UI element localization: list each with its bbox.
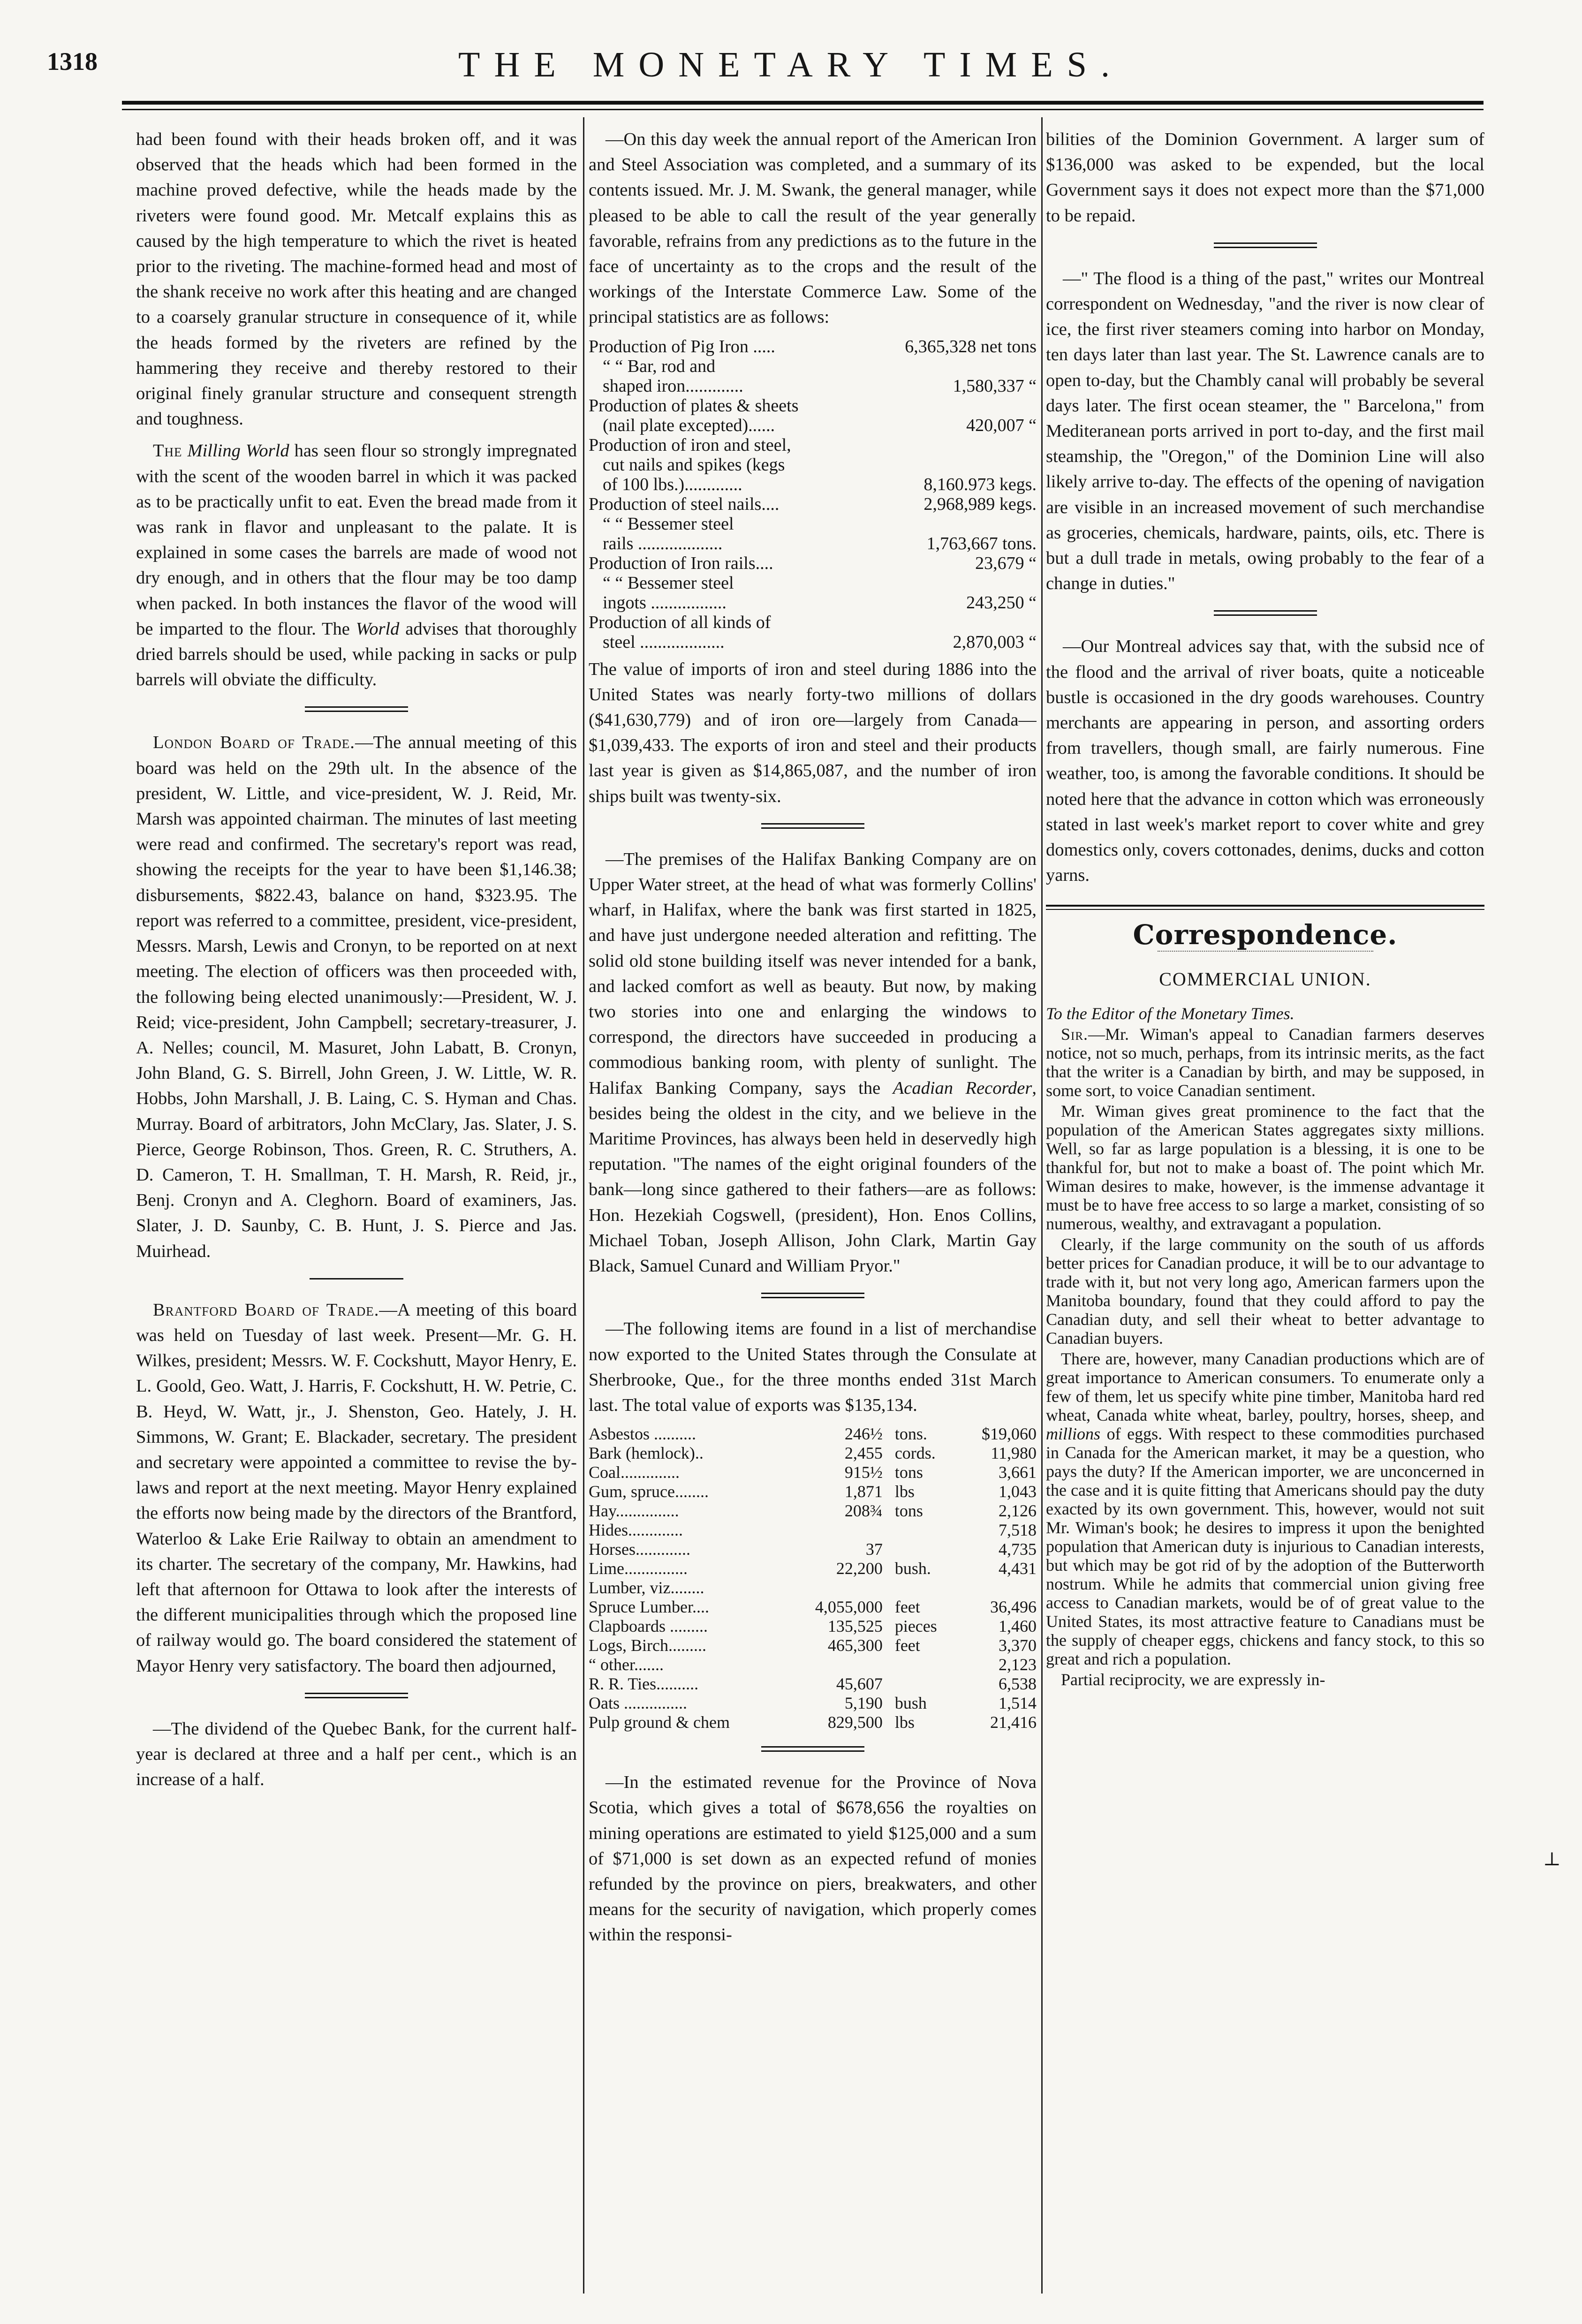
section-separator	[761, 823, 864, 829]
statistic-value	[1033, 435, 1037, 455]
emphasis: millions	[1046, 1424, 1101, 1443]
statistic-row	[589, 613, 1037, 632]
statistic-value: 1,763,667 tons.	[926, 533, 1037, 553]
quantity-cell	[787, 1521, 883, 1540]
statistic-row	[589, 435, 1037, 455]
commodity-cell: Bark (hemlock)..	[589, 1444, 704, 1463]
table-row	[589, 1521, 1037, 1540]
table-row	[589, 1597, 1037, 1617]
commodity-cell: Logs, Birch.........	[589, 1636, 706, 1655]
page-number: 1318	[47, 47, 98, 76]
quantity-cell: 135,525	[827, 1617, 883, 1636]
section-separator	[305, 1693, 408, 1698]
article-paragraph: —" The flood is a thing of the past," writes our Montreal correspondent on Wednesday, "and the river is now clear of ice, the first river steamers coming into harbor on Monday, ten days later than last year. The St. Lawrence canals are to open to-day, but the Chambly canal will probably be several days later. The first ocean steamer, the " Barcelona," from Mediteranean ports arrived in port to-day, and the first mail steamship, the "Oregon," of the Dominion Line will also likely arrive to-day. The effects of the opening of navigation are visible in an increased movement of such merchandise as groceries, chemicals, hardware, paints, oils, etc. There is but a dull trade in metals, owing probably to the fear of a change in duties."	[1046, 268, 1484, 594]
quantity-cell: 1,871	[844, 1482, 883, 1501]
letter-body	[1046, 1004, 1484, 1689]
article-paragraph: —On this day week the annual report of the American Iron and Steel Association was completed, and a summary of its contents issued. Mr. J. M. Swank, the general manager, while pleased to be able to call the result of the year generally favorable, refrains from any predictions as to the future in the face of uncertainty as to the crops and the result of the workings of the Interstate Commerce Law. Some of the principal statistics are as follows:	[589, 129, 1037, 327]
lead-word: The	[153, 441, 182, 461]
statistic-value: 420,007 “	[966, 415, 1037, 435]
unit-cell: tons	[894, 1463, 923, 1482]
letter-paragraph: Mr. Wiman gives great prominence to the fact that the population of the American States aggregates sixty millions. Well, so far as large population is a blessing, it is one to be thankful for, but not to make a boast of. The point which Mr. Wiman desires to make, however, is the immense advantage it must be to have free access to so large a market, consisting of so numerous, wealthy, and extravagant a population.	[1046, 1101, 1484, 1233]
unit-cell	[883, 1521, 959, 1540]
unit-cell	[883, 1540, 959, 1559]
column-left	[136, 127, 577, 2294]
unit-cell: cords.	[894, 1444, 936, 1463]
paragraph-text: has seen flour so strongly impregnated with the scent of the wooden barrel in which it was packed as to be practically unfit to eat. Even the bread made from it was rank in flavor and unpleasant to the palate. It is explained in some cases the barrels are made of wood not dry enough, and in others that the flour may be too damp when packed. In both instances the flavor of the wood will be imparted to the flour. The	[136, 441, 577, 639]
statistic-value	[1033, 613, 1037, 632]
statistic-value	[1033, 514, 1037, 534]
table-row	[589, 1617, 1037, 1636]
article-heading: London Board of Trade.	[153, 733, 355, 753]
article-paragraph	[136, 1297, 577, 1679]
unit-cell: bush.	[894, 1559, 931, 1578]
statistic-label: ingots .................	[603, 592, 727, 613]
statistic-label: Production of Pig Iron .....	[589, 336, 775, 356]
statistic-label: rails ...................	[603, 533, 723, 553]
commodity-cell: Hides.............	[589, 1521, 683, 1540]
section-separator	[1214, 610, 1317, 616]
section-separator	[310, 1278, 403, 1279]
unit-cell: bush	[894, 1694, 927, 1713]
article-paragraph: —The dividend of the Quebec Bank, for the current half-year is declared at three and a half per cent., which is an increase of a half.	[136, 1718, 577, 1790]
statistic-label: Production of steel nails....	[589, 494, 780, 514]
value-cell	[959, 1578, 1037, 1597]
paragraph-text: —A meeting of this board was held on Tuesday of last week. Present—Mr. G. H. Wilkes, president; Messrs. W. F. Cockshutt, Mayor Henry, E. L. Goold, Geo. Watt, J. Harris, F. Cockshutt, H. W. Petrie, C. B. Heyd, W. Watt, jr., J. Shenston, Geo. Hately, J. H. Simmons, W. Grant; E. Blackader, secretary. The president and secretary were appointed a committee to revise the by-laws and report at the next meeting. Mayor Henry explained the efforts now being made by the directors of the Brantford, Waterloo & Lake Erie Railway to obtain an amendment to its charter. The secretary of the company, Mr. Hawkins, had left that afternoon for Ottawa to look after the interests of the different municipalities through which the proposed line of railway would go. The board considered the statement of Mayor Henry very satisfactory. The board then adjourned,	[136, 1300, 577, 1676]
statistic-value: 1,580,337 “	[953, 376, 1037, 396]
statistic-value: 243,250 “	[966, 592, 1037, 613]
table-row	[589, 1424, 1037, 1444]
value-cell: 3,370	[999, 1636, 1037, 1655]
table-row	[589, 1540, 1037, 1559]
value-cell: $19,060	[982, 1424, 1037, 1444]
statistic-row	[589, 416, 1037, 435]
value-cell: 1,043	[999, 1482, 1037, 1501]
statistic-label: “ “ Bar, rod and	[603, 356, 716, 376]
unit-cell	[883, 1674, 959, 1694]
header-rule-thin	[122, 109, 1484, 110]
section-separator	[1214, 242, 1317, 248]
statistic-value: 6,365,328 net tons	[905, 336, 1037, 356]
publication-name: World	[356, 619, 400, 639]
salutation: To the Editor of the Monetary Times.	[1046, 1004, 1294, 1023]
statistic-value: 2,870,003 “	[953, 632, 1037, 652]
unit-cell: tons.	[894, 1424, 927, 1444]
letter-paragraph: Clearly, if the large community on the south of us affords better prices for Canadian produce, it will be to our advantage to trade with it, but not very long ago, American farmers upon the Manitoba boundary, found that they could afford to pay the Canadian duty, and sell their wheat to better advantage to Canadian buyers.	[1046, 1234, 1484, 1347]
statistic-value	[1033, 356, 1037, 376]
statistic-row	[589, 632, 1037, 652]
quantity-cell	[787, 1578, 883, 1597]
value-cell: 36,496	[990, 1597, 1037, 1617]
article-paragraph: The value of imports of iron and steel during 1886 into the United States was nearly forty-two millions of dollars ($41,630,779) and of iron ore—largely from Canada—$1,039,433. The exports of iron and steel and their products last year is given as $14,865,087, and the number of iron ships built was twenty-six.	[589, 659, 1037, 806]
letter-paragraph	[1046, 1349, 1484, 1668]
statistic-row	[589, 534, 1037, 553]
value-cell: 4,735	[999, 1540, 1037, 1559]
statistics-list	[589, 337, 1037, 652]
statistic-label: Production of all kinds of	[589, 612, 771, 632]
quantity-cell: 2,455	[844, 1444, 883, 1463]
value-cell: 3,661	[999, 1463, 1037, 1482]
lead-word: Sir.	[1061, 1024, 1089, 1044]
statistic-label: “ “ Bessemer steel	[603, 514, 734, 534]
paragraph-text: There are, however, many Canadian productions which are of great importance to American consumers. To enumerate only a few of them, let us specify white pine timber, Manitoba hard red wheat, Canada white wheat, barley, poultry, horses, sheep, and	[1046, 1349, 1484, 1424]
statistic-row	[589, 593, 1037, 613]
quantity-cell: 4,055,000	[815, 1597, 883, 1617]
article-heading: Brantford Board of Trade.	[153, 1300, 379, 1320]
statistic-label: steel ...................	[603, 632, 725, 652]
correspondence-heading: Correspondence.	[1133, 919, 1398, 951]
statistic-label: Production of Iron rails....	[589, 553, 773, 573]
commodity-cell: Asbestos ..........	[589, 1424, 696, 1444]
unit-cell: feet	[894, 1636, 920, 1655]
statistic-label: (nail plate excepted)......	[603, 415, 775, 435]
statistic-row	[589, 494, 1037, 514]
statistic-value: 23,679 “	[975, 553, 1037, 573]
statistic-row	[589, 455, 1037, 475]
table-row	[589, 1713, 1037, 1732]
unit-cell	[883, 1655, 959, 1674]
statistic-row	[589, 553, 1037, 573]
statistic-label: of 100 lbs.).............	[603, 474, 742, 494]
commodity-cell: Oats ...............	[589, 1694, 687, 1713]
article-paragraph: bilities of the Dominion Government. A larger sum of $136,000 was asked to be expended, but the local Government says it does not expect more than the $71,000 to be repaid.	[1046, 129, 1484, 226]
commodity-cell: Hay...............	[589, 1501, 679, 1521]
statistic-label: cut nails and spikes (kegs	[603, 454, 785, 475]
commodity-cell: Gum, spruce........	[589, 1482, 709, 1501]
margin-mark: ⊥	[1543, 1848, 1561, 1870]
statistic-label: Production of iron and steel,	[589, 435, 791, 455]
statistic-label: “ “ Bessemer steel	[603, 573, 734, 593]
column-middle	[589, 127, 1037, 2294]
section-separator	[305, 706, 408, 712]
commodity-cell: R. R. Ties..........	[589, 1674, 699, 1694]
commodity-cell: Coal..............	[589, 1463, 680, 1482]
statistic-value	[1033, 455, 1037, 475]
letter-paragraph	[1046, 1025, 1484, 1100]
table-row	[589, 1444, 1037, 1463]
unit-cell: lbs	[894, 1713, 915, 1732]
value-cell: 1,514	[999, 1694, 1037, 1713]
quantity-cell: 829,500	[827, 1713, 883, 1732]
unit-cell: lbs	[894, 1482, 915, 1501]
article-paragraph: —The following items are found in a list of merchandise now exported to the United States through the Consulate at Sherbrooke, Que., for the three months ended 31st March last. The total value of exports was $135,134.	[589, 1319, 1037, 1415]
commodity-cell: Clapboards .........	[589, 1617, 708, 1636]
table-row	[589, 1501, 1037, 1521]
paragraph-text: , besides being the oldest in the city, and we believe in the Maritime Provinces, has always been held in deservedly high reputation. "The names of the eight original founders of the bank—long since gathered to their fathers—are as follows: Hon. Hezekiah Cogswell, (president), Hon. Enos Collins, Michael Toban, Joseph Allison, John Clark, Martin Gay Black, Samuel Cunard and William Pryor."	[589, 1078, 1037, 1276]
letter-title: COMMERCIAL UNION.	[1159, 968, 1371, 990]
statistic-label: shaped iron.............	[603, 376, 743, 396]
page-header	[0, 0, 1582, 108]
value-cell: 2,126	[999, 1501, 1037, 1521]
commodity-cell: Pulp ground & chem	[589, 1713, 730, 1732]
commodity-cell: “ other.......	[589, 1655, 664, 1674]
article-paragraph: —Our Montreal advices say that, with the subsid nce of the flood and the arrival of river boats, quite a noticeable bustle is occasioned in the dry goods warehouses. Country merchants are appearing in person, and assorting orders from travellers, though small, are fairly numerous. Fine weather, too, is among the favorable conditions. It should be noted here that the advance in cotton which was erroneously stated in last week's market report to cover white and grey domestics only, covers cottonades, denims, ducks and cotton yarns.	[1046, 636, 1484, 886]
statistic-row	[589, 475, 1037, 494]
quantity-cell: 22,200	[836, 1559, 883, 1578]
quantity-cell: 208¾	[844, 1501, 883, 1521]
column-divider	[1041, 117, 1043, 2294]
table-row	[589, 1674, 1037, 1694]
table-row	[589, 1482, 1037, 1501]
statistic-row	[589, 396, 1037, 416]
commodity-cell: Spruce Lumber....	[589, 1597, 709, 1617]
section-rule	[1046, 905, 1484, 910]
value-cell: 7,518	[999, 1521, 1037, 1540]
statistic-row	[589, 514, 1037, 534]
value-cell: 21,416	[990, 1713, 1037, 1732]
paragraph-text: of eggs. With respect to these commodities purchased in Canada for the American market, it may be a question, who pays the duty? If the American importer, we are unconcerned in the case and it is quite fitting that Americans should pay the duty exacted by its own government. This, however, would not suit Mr. Wiman's book; he desires to impress it upon the benighted population that American duty is injurious to Canadian interests, but which may be got rid of by the adoption of the Butterworth nostrum. While he admits that commercial union giving free access to Canadian markets, would be of of great value to the United States, its most attractive feature to Canadians must be the supply of cheaper eggs, chickens and fancy stock, to this so great and rich a population.	[1046, 1424, 1484, 1668]
column-right	[1046, 127, 1484, 2294]
unit-cell: feet	[894, 1597, 920, 1617]
commodity-cell: Horses.............	[589, 1540, 690, 1559]
section-separator	[761, 1293, 864, 1298]
statistic-label: Production of plates & sheets	[589, 395, 799, 416]
value-cell: 11,980	[991, 1444, 1037, 1463]
paragraph-text: —Mr. Wiman's appeal to Canadian farmers deserves notice, not so much, perhaps, from its intrinsic merits, as the fact that the writer is a Canadian by birth, and may be supposed, in some sort, to voice Canadian sentiment.	[1046, 1024, 1484, 1100]
quantity-cell: 37	[865, 1540, 883, 1559]
publication-name: Milling World	[187, 441, 289, 461]
article-paragraph: had been found with their heads broken off, and it was observed that the heads which had been formed in the machine proved defective, while the heads made by the riveters were found good. Mr. Metcalf explains this as caused by the high temperature to which the rivet is heated prior to the riveting. The machine-formed head and most of the shank receive no work after this heating and are changed to a coarsely granular structure in consequence of it, while the heads formed by the riveters are refined by the hammering they receive and thereby restored to their original finely granular structure and consequent strength and toughness.	[136, 129, 577, 429]
statistic-value: 8,160.973 kegs.	[923, 474, 1037, 494]
table-row	[589, 1578, 1037, 1597]
exports-table	[589, 1424, 1037, 1732]
table-row	[589, 1655, 1037, 1674]
statistic-value	[1033, 396, 1037, 416]
quantity-cell: 246½	[844, 1424, 883, 1444]
table-row	[589, 1463, 1037, 1482]
value-cell: 2,123	[999, 1655, 1037, 1674]
paragraph-text: advises that thoroughly dried barrels should be used, while packing in sacks or pulp barrels will obviate the difficulty.	[136, 619, 577, 690]
paragraph-text: —The annual meeting of this board was held on the 29th ult. In the absence of the president, W. Little, and vice-president, W. J. Reid, Mr. Marsh was appointed chairman. The minutes of last meeting were read and confirmed. The secretary's report was read, showing the receipts for the year to have been $1,146.38; disbursements, $822.43, balance on hand, $323.95. The report was referred to a committee, president, vice-president, Messrs. Marsh, Lewis and Cronyn, to be reported on at next meeting. The election of officers was then proceeded with, the following being elected unanimously:—President, W. J. Reid; vice-president, John Campbell; secretary-treasurer, J. A. Nelles; council, M. Masuret, John Labatt, B. Cronyn, John Bland, G. S. Birrell, John Green, J. W. Little, W. R. Hobbs, John Marshall, J. B. Laing, C. S. Hyman and Chas. Murray. Board of arbitrators, John McClary, Jas. Slater, J. S. Pierce, George Robinson, Thos. Green, R. C. Struthers, A. D. Cameron, T. H. Smallman, T. H. Marsh, R. Reid, jr., Benj. Cronyn and A. Cleghorn. Board of examiners, Jas. Slater, J. D. Saunby, C. B. Hunt, J. S. Pierce and Jas. Muirhead.	[136, 733, 577, 1261]
header-rule	[122, 101, 1484, 105]
quantity-cell: 915½	[844, 1463, 883, 1482]
section-separator	[761, 1746, 864, 1752]
quantity-cell: 5,190	[844, 1694, 883, 1713]
value-cell: 6,538	[999, 1674, 1037, 1694]
unit-cell: tons	[894, 1501, 923, 1521]
unit-cell	[883, 1578, 959, 1597]
article-paragraph	[136, 730, 577, 1264]
commodity-cell: Lumber, viz........	[589, 1578, 704, 1597]
quantity-cell: 465,300	[827, 1636, 883, 1655]
statistic-row	[589, 337, 1037, 356]
statistic-row	[589, 356, 1037, 376]
statistic-row	[589, 573, 1037, 593]
column-divider	[583, 117, 584, 2294]
article-paragraph	[589, 847, 1037, 1279]
table-row	[589, 1636, 1037, 1655]
statistic-value	[1033, 573, 1037, 593]
masthead-title: THE MONETARY TIMES.	[458, 45, 1124, 84]
article-paragraph: —In the estimated revenue for the Province of Nova Scotia, which gives a total of $678,656 the royalties on mining operations are estimated to yield $125,000 and a sum of $71,000 is set down as an expected refund of monies refunded by the province on piers, breakwaters, and other means for the security of navigation, which properly comes within the responsi-	[589, 1772, 1037, 1945]
paragraph-text: —The premises of the Halifax Banking Company are on Upper Water street, at the head of what was formerly Collins' wharf, in Halifax, where the bank was first started in 1825, and have just undergone needed alteration and refitting. The solid old stone building itself was never intended for a bank, and lacked comfort as well as beauty. But now, by making two stories into one and enlarging the windows to correspond, the directors have succeeded in producing a commodious banking room, with plenty of sunlight. The Halifax Banking Company, says the	[589, 849, 1037, 1098]
commodity-cell: Lime...............	[589, 1559, 688, 1578]
value-cell: 1,460	[999, 1617, 1037, 1636]
quantity-cell	[787, 1655, 883, 1674]
quantity-cell: 45,607	[836, 1674, 883, 1694]
article-paragraph	[136, 438, 577, 692]
letter-paragraph: Partial reciprocity, we are expressly in-	[1061, 1670, 1325, 1689]
statistic-row	[589, 376, 1037, 396]
unit-cell: pieces	[894, 1617, 937, 1636]
statistic-value: 2,968,989 kegs.	[923, 494, 1037, 514]
publication-name: Acadian Recorder	[893, 1078, 1032, 1098]
table-row	[589, 1694, 1037, 1713]
value-cell: 4,431	[999, 1559, 1037, 1578]
table-row	[589, 1559, 1037, 1578]
